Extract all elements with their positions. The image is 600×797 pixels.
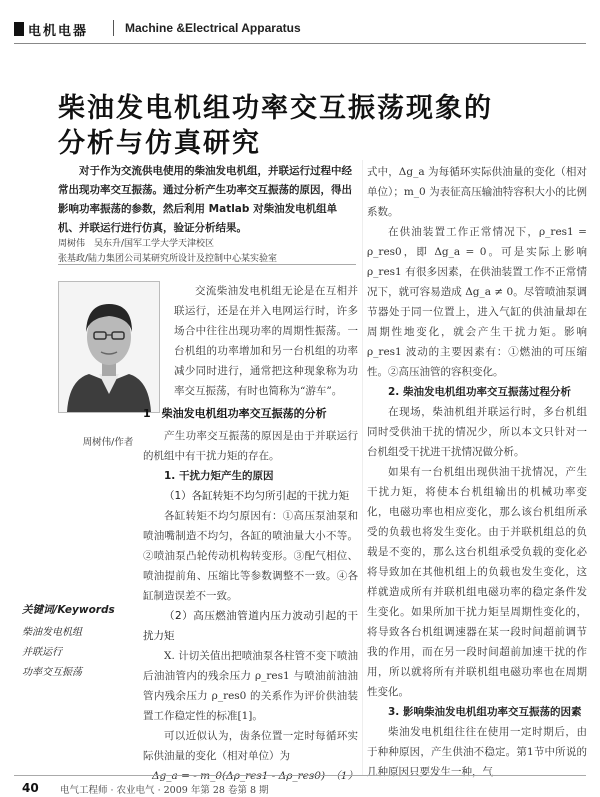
body-paragraph: 可以近似认为，齿条位置一定时每循环实际供油量的变化（相对单位）为 xyxy=(143,730,358,762)
body-paragraph: 产生功率交互振荡的原因是由于并联运行的机组中有干扰力矩的存在。 xyxy=(143,430,358,462)
column-divider xyxy=(362,160,363,775)
author-photo xyxy=(58,281,160,413)
header-marker xyxy=(14,22,24,36)
body-paragraph: 如果有一台机组出现供油干扰情况，产生干扰力矩，将使本台机组输出的机械功率变化，电磁功率也相应变化，那么该台机组所承受的负载也将发生变化。由于并联机组总的负载是不变的，那么这台机组承受负载的变化必将导致加在其他机组上的负载也发生变化，这样就造成所有并联机组电磁功率的稳定条件发生变化。如果所加干扰力矩呈周期性变化的，将导致各台机组调速器在某一段时间超前调节我的作用，而在另一段时间超前加速干扰的作用，所以就将所有并联机组电磁功率也在周期性变化。 xyxy=(367,466,587,698)
keyword-item: 功率交互振荡 xyxy=(22,667,82,678)
body-paragraph: 在供油装置工作正常情况下，ρ_res1 = ρ_res0，即 Δg_a = 0。可是实际上影响 ρ_res1 有很多因素，在供油装置工作不正常情况下，就可容易造成 Δg_a ≠ 0。尽管喷油泵调节器处于同一位置上，进入气缸的供油量却在周期性地变化，就会产生干扰力矩。影响 ρ_res1 波动的主要因素有：①燃油的可压缩性。②高压油管的容积变化。 xyxy=(367,226,587,378)
abstract-text: 对于作为交流供电使用的柴油发电机组，并联运行过程中经常出现功率交互振荡。通过分析产生功率交互振荡的原因，得出影响功率振荡的参数，然后利用 Matlab 对柴油发电机组单机、并联运行进行仿真，验证分析结果。 xyxy=(58,165,352,234)
body-paragraph: 式中，Δg_a 为每循环实际供油量的变化（相对单位）；m_0 为表征高压输油特容积大小的比例系数。 xyxy=(367,166,587,218)
abstract-divider xyxy=(58,264,356,265)
intro-paragraph: 交流柴油发电机组无论是在互相并联运行，还是在并入电网运行时，许多场合中往往出现功率的周期性振荡。一台机组的功率增加和另一台机组的功率减少同时进行，通常把这种现象称为功率交互振荡，有时也简称为“游车”。 xyxy=(174,285,358,397)
body-paragraph: 柴油发电机组往往在使用一定时期后，由于种种原因，产生供油不稳定。第1节中所说的几种原因只要发生一种，气 xyxy=(367,726,587,778)
photo-caption: 周树伟/作者 xyxy=(82,437,134,448)
author-portrait-icon xyxy=(59,282,159,412)
keyword-item: 柴油发电机组 xyxy=(22,627,82,638)
article-title-line2: 分析与仿真研究 xyxy=(58,128,261,159)
body-column-right xyxy=(367,162,587,782)
author-line-2: 张基政/陆力集团公司某研究所设计及控制中心某实验室 xyxy=(58,254,278,264)
body-column-left xyxy=(143,400,358,786)
subsection-heading: （1）各缸转矩不均匀所引起的干扰力矩 xyxy=(164,490,350,502)
body-paragraph: X. 计切关值出把喷油泵各柱管不变下喷油后油油管内的残余压力 ρ_res1 与喷油前油油管内残余压力 ρ_res0 的关系作为评价供油装置工作稳定性的标准[1]。 xyxy=(143,650,358,722)
header-rule xyxy=(14,43,586,44)
header-divider xyxy=(113,20,114,36)
author-line-1: 周树伟 吴东升/国军工学大学天津校区 xyxy=(58,239,215,249)
journal-info: 电气工程师 · 农业电气 · 2009 年第 28 卷第 8 期 xyxy=(60,785,269,796)
keywords-title: 关键词/Keywords xyxy=(22,604,115,616)
intro-column xyxy=(174,281,358,401)
section-title-cn: 电机电器 xyxy=(28,24,89,39)
subsection-heading: 2. 柴油发电机组功率交互振荡过程分析 xyxy=(388,386,571,398)
body-paragraph: 各缸转矩不均匀原因有：①高压泵油泵和喷油嘴制造不均匀，各缸的喷油量大小不等。②喷油泵凸轮传动机构转变形。③配气相位、喷油提前角、压缩比等参数调整不一致。④各缸制造误差不一致。 xyxy=(143,510,358,602)
section-title-en: Machine &Electrical Apparatus xyxy=(125,21,301,35)
section-heading-1: 1 柴油发电机组功率交互振荡的分析 xyxy=(143,407,327,420)
keywords-box xyxy=(22,602,142,683)
equation-1: Δg_a = - m_0(Δρ_res1 - Δρ_res0) （1） xyxy=(151,770,358,782)
subsection-heading: 1. 干扰力矩产生的原因 xyxy=(164,470,274,482)
page-number: 40 xyxy=(22,781,39,795)
subsection-heading: （2）高压燃油管道内压力波动引起的干扰力矩 xyxy=(143,610,358,642)
keyword-item: 并联运行 xyxy=(22,647,62,658)
subsection-heading: 3. 影响柴油发电机组功率交互振荡的因素 xyxy=(388,706,582,718)
article-title-line1: 柴油发电机组功率交互振荡现象的 xyxy=(58,93,493,124)
abstract xyxy=(58,162,356,238)
body-paragraph: 在现场，柴油机组并联运行时，多台机组同时受供油干扰的情况少，所以本文只针对一台机组受干扰进干扰情况做分析。 xyxy=(367,406,587,458)
